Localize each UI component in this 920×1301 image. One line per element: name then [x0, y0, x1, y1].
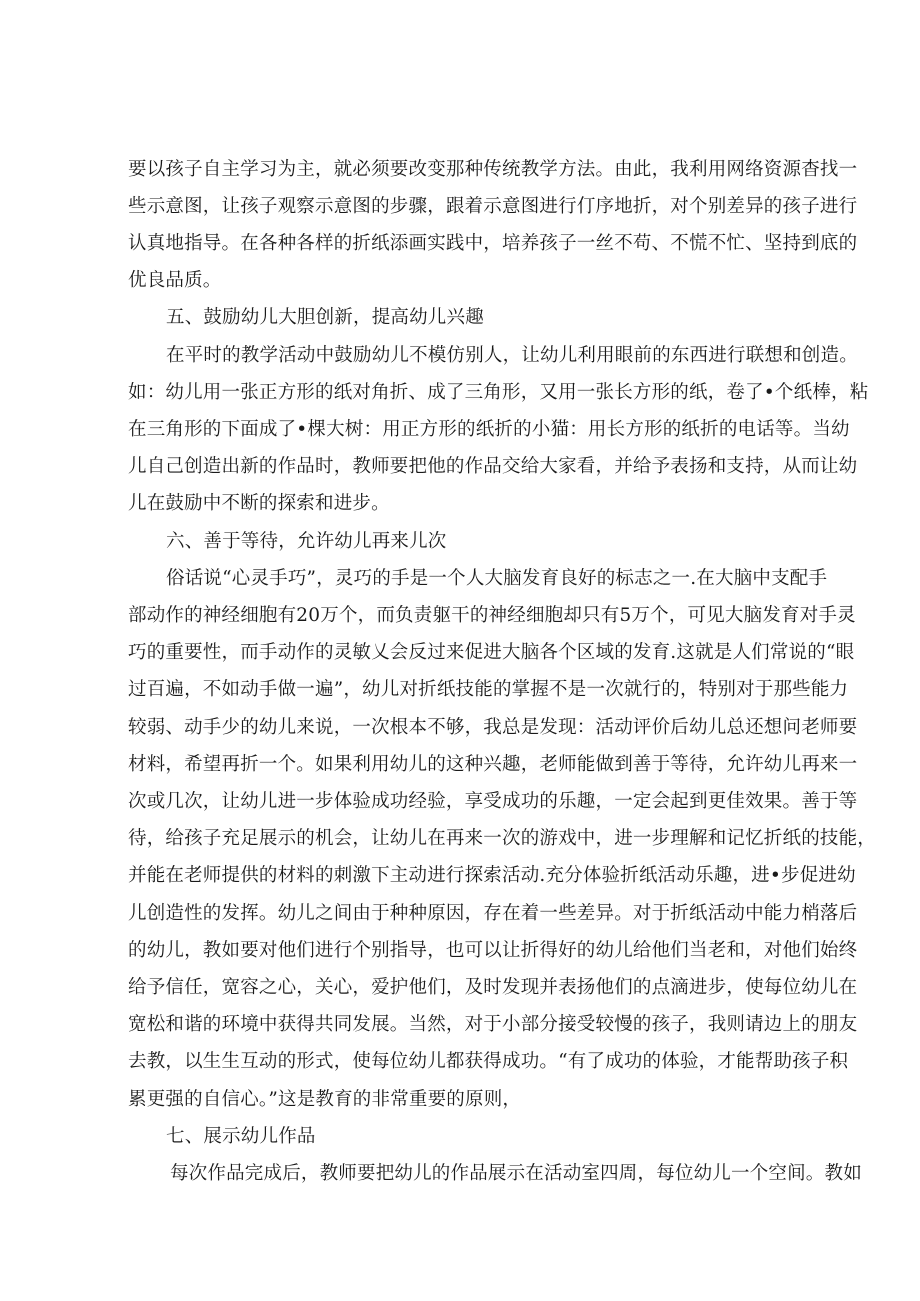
paragraph-line: 在三角形的下面成了•棵大树：用正方形的纸折的小猫：用长方形的纸折的电话等。当幼: [128, 419, 850, 440]
paragraph-line: 优良品质。: [128, 270, 222, 291]
paragraph-line: 累更强的自信心。”这是教育的非常重要的原则，: [128, 1089, 522, 1110]
paragraph-line: 要以孩子自主学习为主，就必须要改变那种传统教学方法。由此，我利用网络资源杳找一: [128, 159, 858, 180]
paragraph-line: 如：幼儿用一张正方形的纸对角折、成了三角形，又用一张长方形的纸，卷了•个纸棒，粘: [128, 382, 869, 403]
paragraph-line: 儿在鼓励中不断的探索和进步。: [128, 493, 390, 514]
paragraph-line: 次或几次，让幼儿进一步体验成功经验，享受成功的乐趣，一定会起到更佳效果。善于等: [128, 791, 858, 812]
paragraph-line: 儿自己创造出新的作品时，教师要把他的作品交给大家看，并给予表扬和支持，从而让幼: [128, 456, 858, 477]
paragraph-line: 每次作品完成后，教师要把幼儿的作品展示在活动室四周，每位幼儿一个空间。教如: [170, 1163, 862, 1184]
paragraph-line: 材料，希望再折一个。如果利用幼儿的这种兴趣，老师能做到善于等待，允许幼儿再来一: [128, 754, 858, 775]
paragraph-line: 较弱、动手少的幼儿来说，一次根本不够，我总是发现：活动评价后幼儿总还想问老师要: [128, 717, 858, 738]
paragraph-line: 俗话说“心灵手巧”，灵巧的手是一个人大脑发育良好的标志之一.在大脑中支配手: [166, 568, 828, 589]
paragraph-line: 待，给孩子充足展示的机会，让幼儿在再来一次的游戏中，进一步理解和记忆折纸的技能，: [128, 828, 877, 849]
paragraph-line: 巧的重要性，而手动作的灵敏乂会反过来促进大脑各个区域的发育.这就是人们常说的“眼: [128, 642, 855, 663]
paragraph-line: 儿创造性的发挥。幼儿之间由于种种原因，存在着一些差异。对于折纸活动中能力梢落后: [128, 903, 858, 924]
paragraph-line: 宽松和谐的环境中获得共同发展。当然，对于小部分接受较慢的孩子，我则请边上的朋友: [128, 1014, 858, 1035]
paragraph-line: 部动作的神经细胞有20万个，而负责躯干的神经细胞却只有5万个，可见大脑发育对手灵: [128, 605, 856, 626]
paragraph-line: 给予信任，宽容之心，关心，爱护他们，及时发现并表扬他们的点滴进步，使每位幼儿在: [128, 977, 858, 998]
section-heading-7: 七、展示幼儿作品: [166, 1126, 316, 1147]
paragraph-line: 认真地指导。在各种各样的折纸添画实践中，培养孩子一丝不苟、不慌不忙、坚持到底的: [128, 233, 858, 254]
paragraph-line: 的幼儿，教如要对他们进行个别指导，也可以让折得好的幼儿给他们当老和，对他们始终: [128, 940, 858, 961]
paragraph-line: 去教，以生生互动的形式，使每位幼儿都获得成功。“有了成功的体验，才能帮助孩子积: [128, 1051, 849, 1072]
section-heading-5: 五、鼓励幼儿大胆创新，提高幼儿兴趣: [166, 307, 484, 328]
paragraph-line: 些示意图，让孩子观察示意图的步骤，跟着示意图进行仃序地折，对个别差异的孩子进行: [128, 196, 858, 217]
section-heading-6: 六、善于等待，允许幼儿再来儿次: [166, 531, 447, 552]
paragraph-line: 过百遍，不如动手做一遍”，幼儿对折纸技能的掌握不是一次就行的，特别对于那些能力: [128, 679, 849, 700]
paragraph-line: 并能在老师提供的材料的刺激下主动进行探索活动.充分体验折纸活动乐趣，进•步促进幼: [128, 865, 856, 886]
paragraph-line: 在平时的教学活动中鼓励幼儿不模仿别人，让幼儿利用眼前的东西进行联想和创造。: [166, 345, 858, 366]
